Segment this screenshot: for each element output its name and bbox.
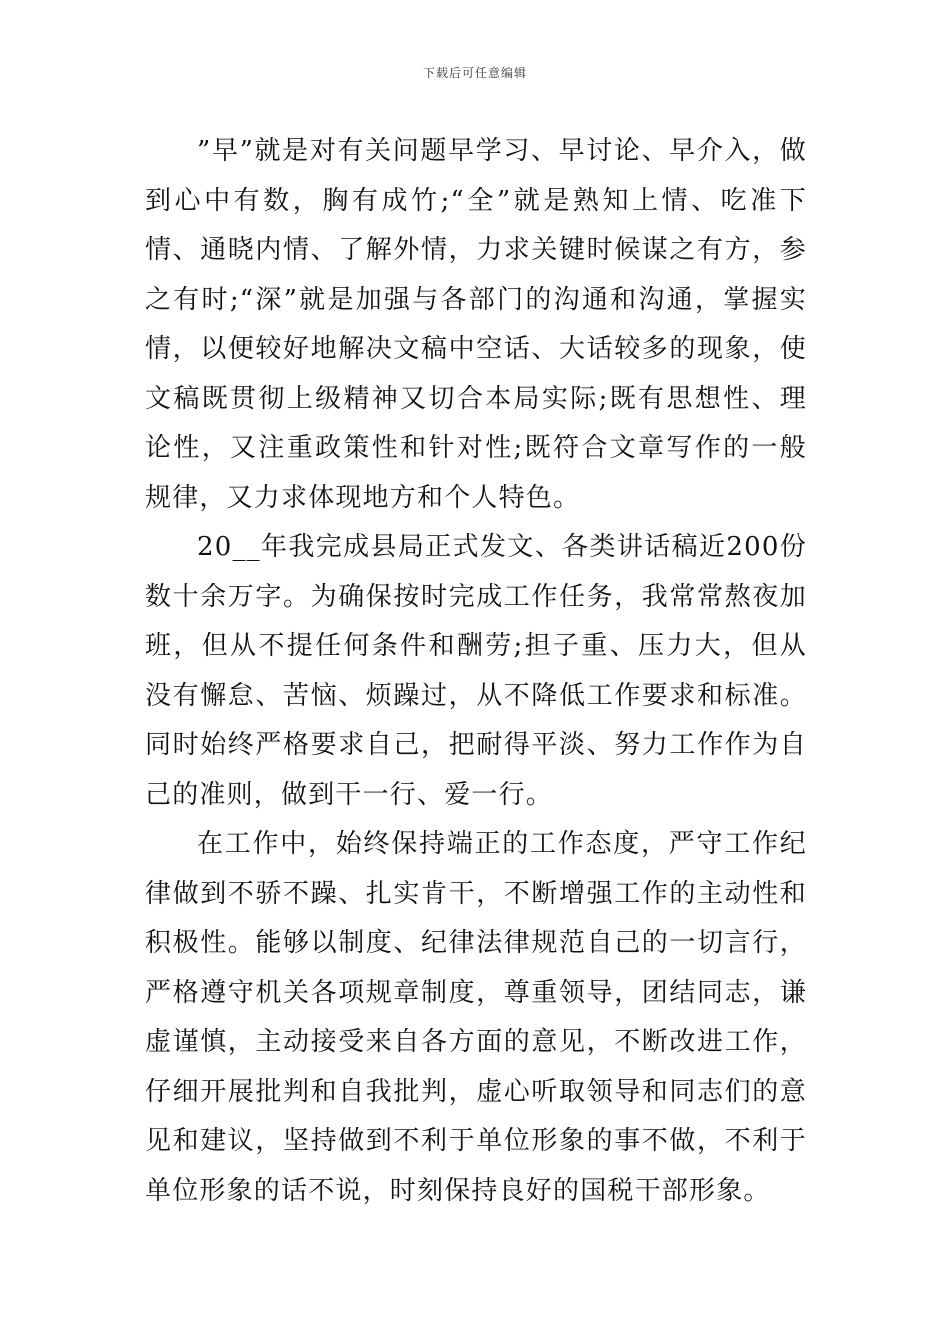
header-note: 下载后可任意编辑 (422, 66, 527, 80)
paragraph-3: 在工作中，始终保持端正的工作态度，严守工作纪律做到不骄不躁、扎实肯干，不断增强工作的主动性和积极性。能够以制度、纪律法律规范自己的一切言行，严格遵守机关各项规章制度，尊重领导，团结同志，谦虚谨慎，主动接受来自各方面的意见，不断改进工作，仔细开展批判和自我批判，虚心听取领导和同志们的意见和建议，坚持做到不利于单位形象的事不做，不利于单位形象的话不说，时刻保持良好的国税干部形象。 (145, 829, 807, 1206)
paragraph-1: ”早”就是对有关问题早学习、早讨论、早介入，做到心中有数，胸有成竹;“全”就是熟知上情、吃准下情、通晓内情、了解外情，力求关键时候谋之有方，参之有时;“深”就是加强与各部门的沟通和沟通，掌握实情，以便较好地解决文稿中空话、大话较多的现象，使文稿既贯彻上级精神又切合本局实际;既有思想性、理论性，又注重政策性和针对性;既符合文章写作的一般规律，又力求体现地方和个人特色。 (145, 136, 807, 513)
document-body (145, 127, 807, 1216)
paragraph-2: 20__年我完成县局正式发文、各类讲话稿近200份数十余万字。为确保按时完成工作任务，我常常熬夜加班，但从不提任何条件和酬劳;担子重、压力大，但从没有懈怠、苦恼、烦躁过，从不降低工作要求和标准。同时始终严格要求自己，把耐得平淡、努力工作作为自己的准则，做到干一行、爱一行。 (145, 532, 807, 810)
